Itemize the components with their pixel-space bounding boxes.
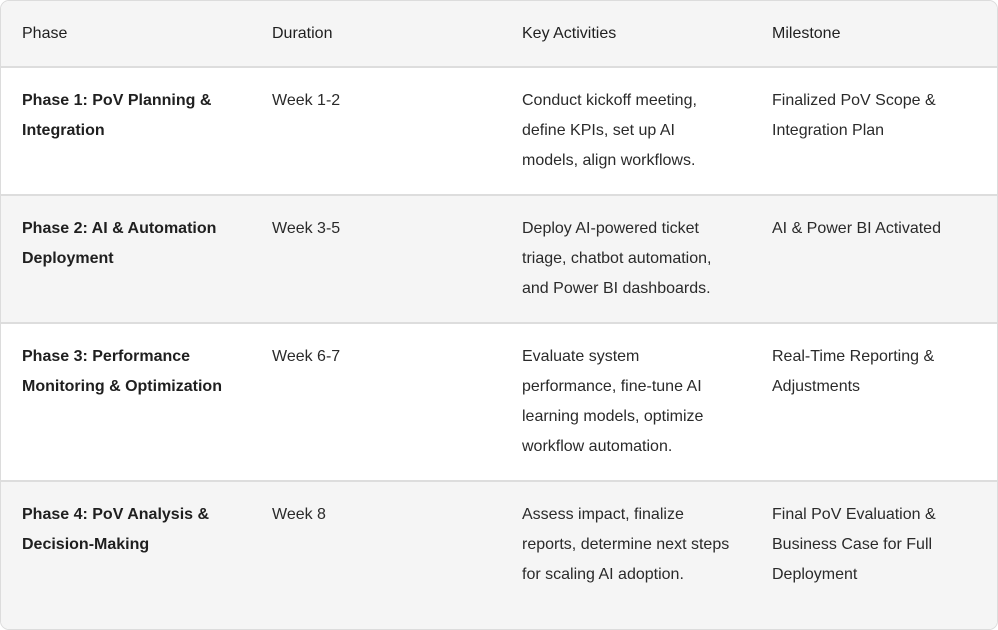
table-row: [1, 481, 997, 630]
header-milestone: Milestone: [751, 1, 997, 67]
table-body: [1, 67, 997, 630]
timeline-table: [1, 1, 997, 630]
header-duration: Duration: [251, 1, 501, 67]
header-row: [1, 1, 997, 67]
activities-cell: Assess impact, finalize reports, determine next steps for scaling AI adoption.: [522, 506, 730, 583]
milestone-cell: Final PoV Evaluation & Business Case for Full Deployment: [772, 506, 936, 583]
phase-cell: Phase 4: PoV Analysis & Decision-Making: [22, 506, 210, 553]
header-phase: Phase: [1, 1, 251, 67]
activities-cell: Conduct kickoff meeting, define KPIs, set up AI models, align workflows.: [522, 92, 697, 169]
table-row: [1, 67, 997, 195]
duration-cell: Week 3-5: [272, 220, 341, 237]
duration-cell: Week 1-2: [272, 92, 341, 109]
activities-cell: Deploy AI-powered ticket triage, chatbot automation, and Power BI dashboards.: [522, 220, 712, 297]
table-row: [1, 323, 997, 481]
duration-cell: Week 6-7: [272, 348, 341, 365]
duration-cell: Week 8: [272, 506, 326, 523]
phase-cell: Phase 1: PoV Planning & Integration: [22, 92, 212, 139]
header-key-activities: Key Activities: [501, 1, 751, 67]
table-header: [1, 1, 997, 67]
milestone-cell: AI & Power BI Activated: [772, 220, 941, 237]
phase-cell: Phase 3: Performance Monitoring & Optimization: [22, 348, 222, 395]
phase-cell: Phase 2: AI & Automation Deployment: [22, 220, 217, 267]
milestone-cell: Finalized PoV Scope & Integration Plan: [772, 92, 936, 139]
table-row: [1, 195, 997, 323]
milestone-cell: Real-Time Reporting & Adjustments: [772, 348, 935, 395]
activities-cell: Evaluate system performance, fine-tune AI learning models, optimize workflow automation.: [522, 348, 704, 455]
